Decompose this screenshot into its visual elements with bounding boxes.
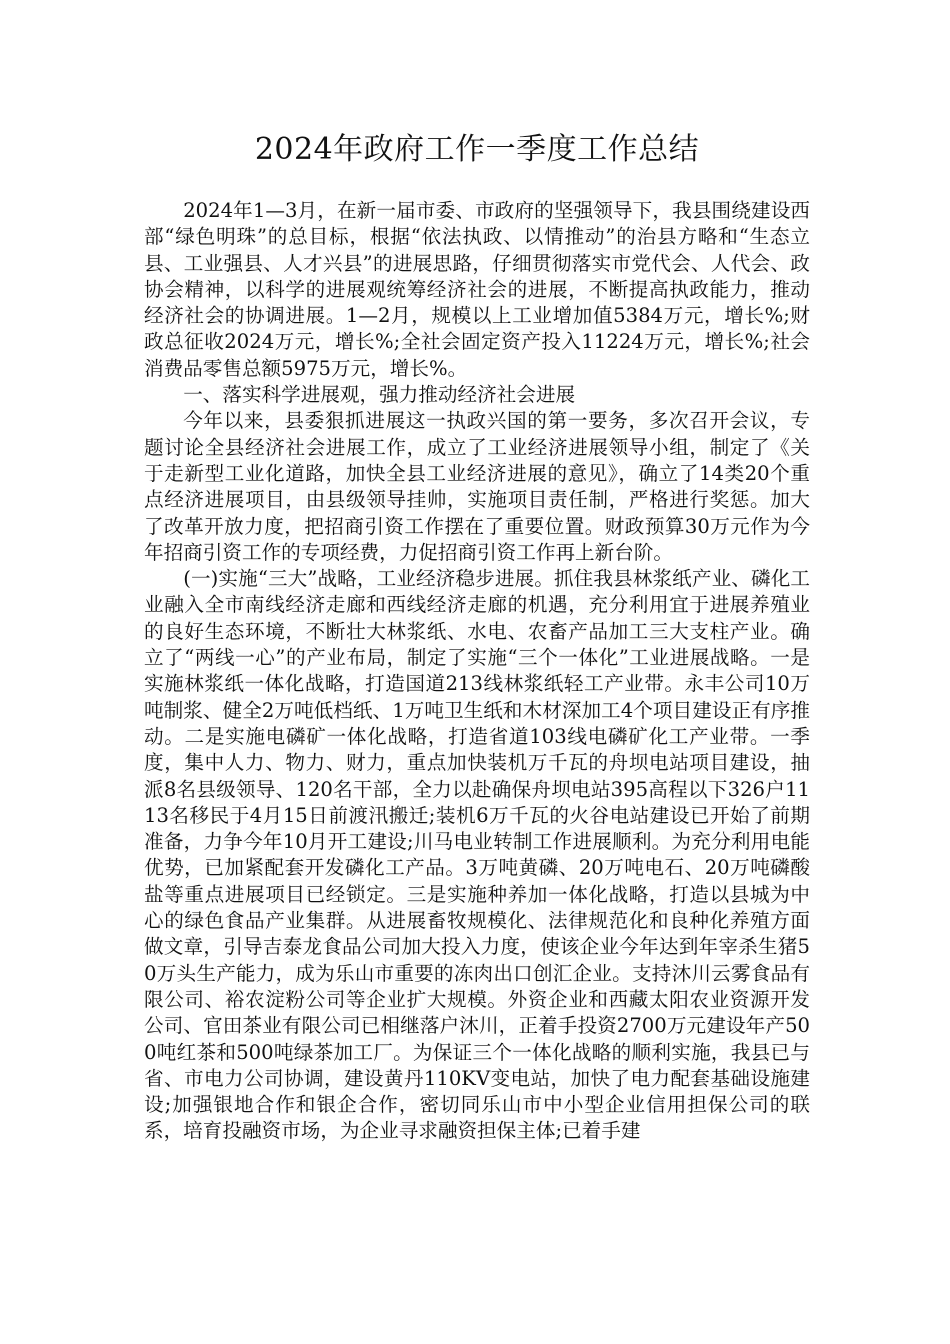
paragraph-section-1: 今年以来，县委狠抓进展这一执政兴国的第一要务，多次召开会议，专题讨论全县经济社会进展工作，成立了工业经济进展领导小组，制定了《关于走新型工业化道路，加快全县工业经济进展的意见》，确立了14类20个重点经济进展项目，由县级领导挂帅，实施项目责任制，严格进行奖惩。加大了改革开放力度，把招商引资工作摆在了重要位置。财政预算30万元作为今年招商引资工作的专项经费，力促招商引资工作再上新台阶。	[144, 409, 810, 564]
document-title: 2024年政府工作一季度工作总结	[254, 132, 700, 167]
section-heading-1: 一、落实科学进展观，强力推动经济社会进展	[183, 383, 576, 407]
paragraph-intro: 2024年1—3月，在新一届市委、市政府的坚强领导下，我县围绕建设西部“绿色明珠”的总目标，根据“依法执政、以情推动”的治县方略和“生态立县、工业强县、人才兴县”的进展思路，仔细贯彻落实市党代会、人代会、政协会精神，以科学的进展观统筹经济社会的进展，不断提高执政能力，推动经济社会的协调进展。1—2月，规模以上工业增加值5384万元，增长%;财政总征收2024万元，增长%;全社会固定资产投入11224万元，增长%;社会消费品零售总额5975万元，增长%。	[144, 199, 810, 380]
document-page	[144, 128, 810, 1145]
paragraph-subsection-1: (一)实施“三大”战略，工业经济稳步进展。抓住我县林浆纸产业、磷化工业融入全市南线经济走廊和西线经济走廊的机遇，充分利用宜于进展养殖业的良好生态环境，不断壮大林浆纸、水电、农畜产品加工三大支柱产业。确立了“两线一心”的产业布局，制定了实施“三个一体化”工业进展战略。一是实施林浆纸一体化战略，打造国道213线林浆纸轻工产业带。永丰公司10万吨制浆、健全2万吨低档纸、1万吨卫生纸和木材深加工4个项目建设正有序推动。二是实施电磷矿一体化战略，打造省道103线电磷矿化工产业带。一季度，集中人力、物力、财力，重点加快装机万千瓦的舟坝电站项目建设，抽派8名县级领导、120名干部，全力以赴确保舟坝电站395高程以下326户1113名移民于4月15日前渡汛搬迁;装机6万千瓦的火谷电站建设已开始了前期准备，力争今年10月开工建设;川马电业转制工作进展顺利。为充分利用电能优势，已加紧配套开发磷化工产品。3万吨黄磷、20万吨电石、20万吨磷酸盐等重点进展项目已经锁定。三是实施种养加一体化战略，打造以县城为中心的绿色食品产业集群。从进展畜牧规模化、法律规范化和良种化养殖方面做文章，引导吉泰龙食品公司加大投入力度，使该企业今年达到年宰杀生猪50万头生产能力，成为乐山市重要的冻肉出口创汇企业。支持沐川云雾食品有限公司、裕农淀粉公司等企业扩大规模。外资企业和西藏太阳农业资源开发公司、官田茶业有限公司已相继落户沐川，正着手投资2700万元建设年产500吨红茶和500吨绿茶加工厂。为保证三个一体化战略的顺利实施，我县已与省、市电力公司协调，建设黄丹110KV变电站，加快了电力配套基础设施建设;加强银地合作和银企合作，密切同乐山市中小型企业信用担保公司的联系，培育投融资市场，为企业寻求融资担保主体;已着手建	[144, 567, 810, 1143]
